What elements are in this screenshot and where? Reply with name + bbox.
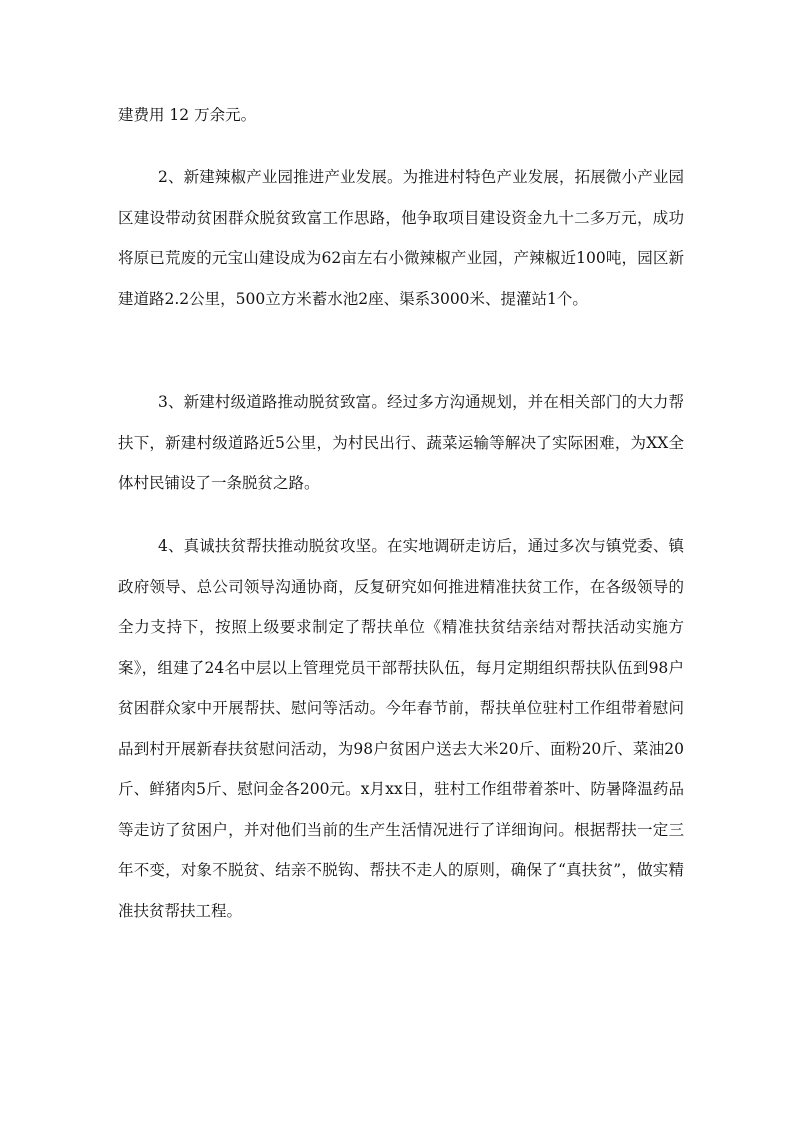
paragraph-item-3: 3、新建村级道路推动脱贫致富。经过多方沟通规划，并在相关部门的大力帮扶下，新建村级道路近5公里，为村民出行、蔬菜运输等解决了实际困难，为XX全体村民铺设了一条脱贫之路。 <box>118 393 684 492</box>
paragraph-item-4: 4、真诚扶贫帮扶推动脱贫攻坚。在实地调研走访后，通过多次与镇党委、镇政府领导、总公司领导沟通协商，反复研究如何推进精准扶贫工作，在各级领导的全力支持下，按照上级要求制定了帮扶单位《精准扶贫结亲结对帮扶活动实施方案》，组建了24名中层以上管理党员干部帮扶队伍，每月定期组织帮扶队伍到98户贫困群众家中开展帮扶、慰问等活动。今年春节前，帮扶单位驻村工作组带着慰问品到村开展新春扶贫慰问活动，为98户贫困户送去大米20斤、面粉20斤、菜油20斤、鲜猪肉5斤、慰问金各200元。x月xx日，驻村工作组带着茶叶、防暑降温药品等走访了贫困户，并对他们当前的生产生活情况进行了详细询问。根据帮扶一定三年不变，对象不脱贫、结亲不脱钩、帮扶不走人的原则，确保了“真扶贫”，做实精准扶贫帮扶工程。 <box>118 537 684 920</box>
paragraph-item-2: 2、新建辣椒产业园推进产业发展。为推进村特色产业发展，拓展微小产业园区建设带动贫困群众脱贫致富工作思路，他争取项目建设资金九十二多万元，成功将原已荒废的元宝山建设成为62亩左右小微辣椒产业园，产辣椒近100吨，园区新建道路2.2公里，500立方米蓄水池2座、渠系3000米、提灌站1个。 <box>118 168 684 308</box>
paragraph-continuation: 建费用 12 万余元。 <box>118 106 257 124</box>
